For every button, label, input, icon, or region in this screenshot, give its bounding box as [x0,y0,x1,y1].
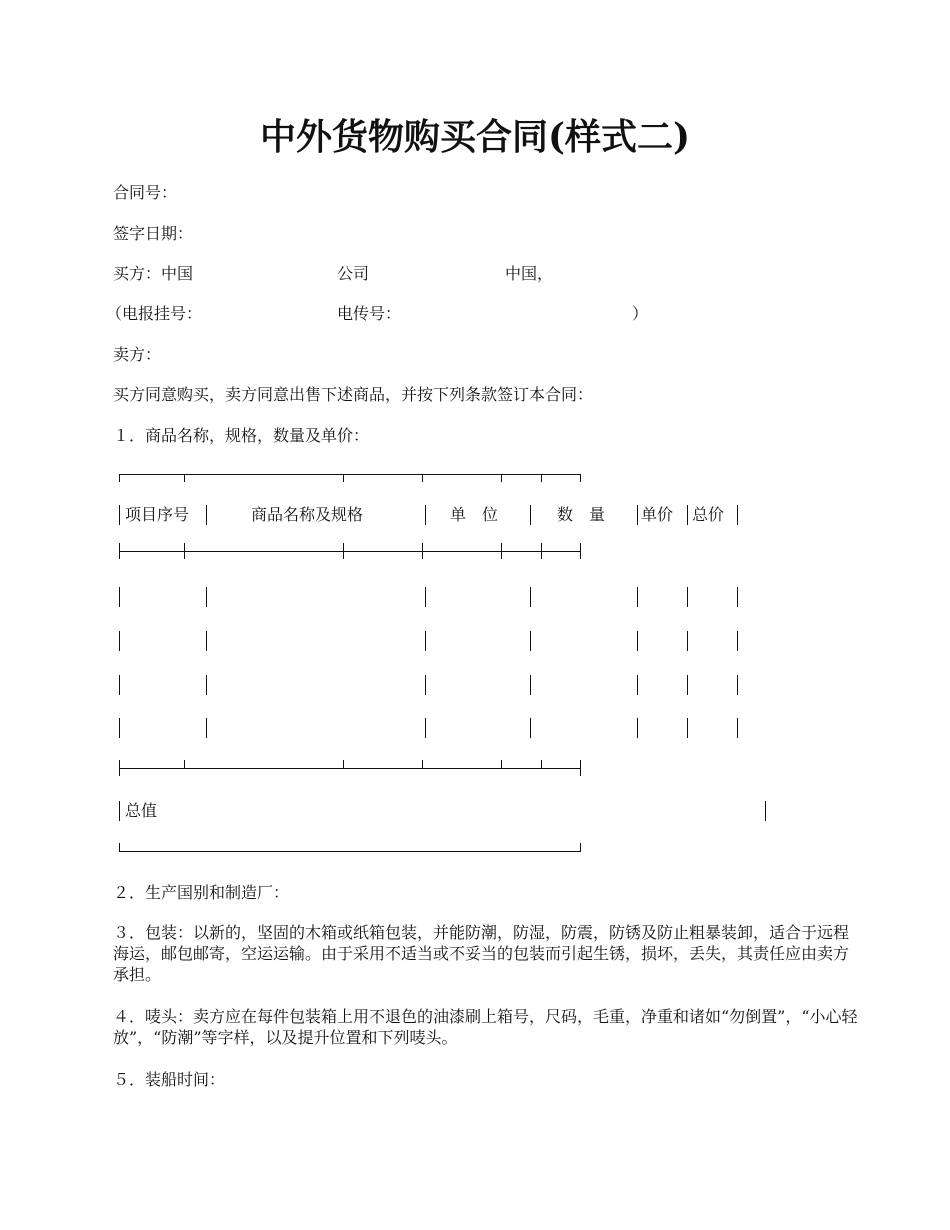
table-bar [737,631,738,651]
table-top-border [119,474,581,475]
table-tick [501,760,502,768]
section5-shipment: ５．装船时间： [113,1070,226,1089]
table-bar [425,587,426,607]
section4-marking: ４．唛头：卖方应在每件包装箱上用不退色的油漆刷上箱号，尺码，毛重，净重和诸如“勿倒置”，“小心轻放”，“防潮”等字样，以及提升位置和下列唛头。 [113,1007,858,1047]
table-bar [530,587,531,607]
section3-packing: ３．包装：以新的，坚固的木箱或纸箱包装，并能防潮，防湿，防震，防锈及防止粗暴装卸，适合于远程海运，邮包邮寄，空运运输。由于采用不适当或不妥当的包装而引起生锈，损坏，丢失，其责任应由卖方承担。 [113,923,850,984]
table-tick [580,843,581,851]
table-bar [765,801,766,821]
table-bar [119,587,120,607]
table-bar [530,505,531,525]
table-bar [425,505,426,525]
table-bar [119,505,120,525]
seller-label: 卖方： [113,345,162,364]
table-bar [737,587,738,607]
table-bottom-border [119,851,581,852]
table-tick [119,543,120,559]
section1-heading: １．商品名称，规格，数量及单价： [113,426,370,445]
table-bar [737,718,738,738]
total-value-label: 总值 [125,801,158,820]
sign-date-label: 签字日期： [113,224,194,243]
document-title: 中外货物购买合同(样式二) [259,116,691,158]
table-bar [687,718,688,738]
table-tick [343,543,344,559]
table-bar [425,631,426,651]
table-bar [530,718,531,738]
table-tick [422,543,423,559]
table-bar [637,718,638,738]
table-tick [343,474,344,482]
close-paren: ） [632,304,649,323]
table-bar [425,718,426,738]
table-tick [541,474,542,482]
header-name-spec: 商品名称及规格 [251,505,364,524]
table-total-separator [119,768,581,769]
header-unit-price: 单价 [641,505,674,524]
table-bar [425,675,426,695]
header-quantity: 数 量 [557,505,606,524]
table-tick [541,543,542,559]
header-total-price: 总价 [692,505,725,524]
table-tick [501,543,502,559]
header-unit: 单 位 [450,505,499,524]
section2-heading: ２．生产国别和制造厂： [113,883,290,902]
table-bar [119,801,120,821]
table-bar [737,505,738,525]
table-bar [637,505,638,525]
table-header-separator [119,551,581,552]
table-bar [206,631,207,651]
telex-label: 电传号： [337,304,402,323]
table-tick [580,474,581,482]
table-bar [687,675,688,695]
table-tick [580,543,581,559]
buyer-country-label: 中国， [505,264,554,283]
table-tick [422,474,423,482]
table-bar [119,675,120,695]
table-bar [530,631,531,651]
table-tick [541,760,542,768]
buyer-label: 买方：中国 [113,264,194,283]
table-bar [119,631,120,651]
table-bar [119,718,120,738]
table-bar [530,675,531,695]
agreement-text: 买方同意购买，卖方同意出售下述商品，并按下列条款签订本合同： [113,385,594,404]
table-tick [580,760,581,776]
table-bar [637,631,638,651]
header-item-no: 项目序号 [125,505,190,524]
table-tick [343,760,344,768]
table-bar [637,675,638,695]
table-tick [119,474,120,482]
table-bar [687,631,688,651]
table-tick [184,760,185,768]
table-bar [687,587,688,607]
telegram-label: （电报挂号： [106,304,203,323]
table-tick [422,760,423,768]
table-bar [687,505,688,525]
table-bar [206,587,207,607]
table-tick [119,843,120,851]
table-tick [501,474,502,482]
table-bar [206,718,207,738]
table-bar [206,675,207,695]
company-label: 公司 [337,264,370,283]
table-tick [184,543,185,559]
table-bar [206,505,207,525]
contract-number-label: 合同号： [113,183,178,202]
table-bar [737,675,738,695]
table-tick [119,760,120,776]
table-tick [184,474,185,482]
table-bar [637,587,638,607]
